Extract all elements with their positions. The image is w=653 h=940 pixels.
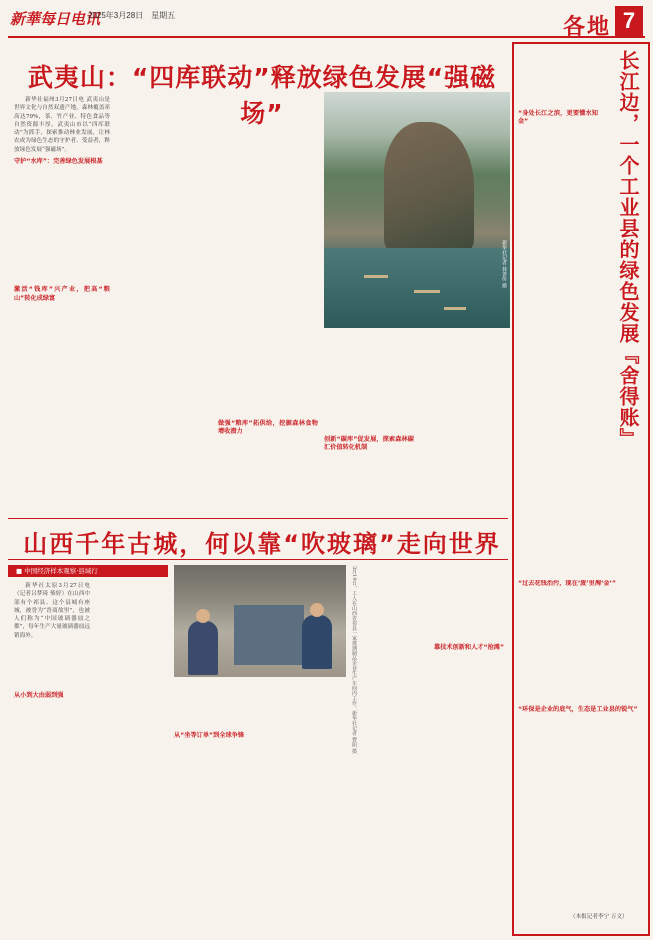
article2-headline: 山西千年古城，何以靠“吹玻璃”走向世界 bbox=[23, 530, 501, 558]
sidebar-col1 bbox=[518, 48, 598, 578]
article2-col5 bbox=[360, 582, 430, 932]
sidebar-author: （本报记者李宁 万文） bbox=[570, 914, 628, 920]
worker-figure bbox=[302, 615, 332, 669]
river-shape bbox=[324, 248, 510, 328]
article1-col2 bbox=[116, 96, 212, 516]
sidebar-subhead-1: “身处长江之滨，更要懂水知金” bbox=[518, 110, 598, 126]
worker-head bbox=[310, 603, 324, 617]
cliff-shape bbox=[384, 122, 474, 252]
article1-photo bbox=[324, 92, 510, 328]
furnace-shape bbox=[234, 605, 304, 665]
article2-subhead-1: 从小到大由弱到强 bbox=[14, 692, 64, 700]
sidebar-col2 bbox=[518, 580, 644, 910]
masthead bbox=[8, 4, 645, 38]
article2-col3 bbox=[174, 682, 258, 932]
article1-subhead-2: 激活“钱库”兴产业，把高“粮山”转化成绿富 bbox=[14, 286, 110, 302]
bamboo-raft bbox=[444, 307, 466, 310]
article2-subhead-2: 从“坐等订单”到全球争锋 bbox=[174, 732, 245, 739]
article2-lead: 新华社太原3月27日电（记者吕梦琦 柴婷）在山西中部有个祁县。这个县城有座城，被誉为“晋商故里”，也被人们称为“中国玻璃器皿之都”，每年生产大量玻璃器皿远销海外。 bbox=[14, 583, 90, 639]
article2-col6 bbox=[434, 582, 508, 932]
sidebar-subhead-3: “环保是企业的底气，生态是工业县的锐气” bbox=[518, 706, 638, 714]
article1-headline: 武夷山：“四库联动”释放绿色发展“强磁场” bbox=[27, 63, 497, 128]
worker-figure bbox=[188, 621, 218, 675]
section-divider bbox=[8, 518, 508, 519]
section-divider bbox=[8, 559, 508, 560]
article1-photo-caption: 新华社记者 林善传 摄 bbox=[501, 240, 507, 289]
article2-col4 bbox=[262, 682, 346, 932]
sidebar-title: 长江边，一个工业县的绿色发展『舍得账』 bbox=[616, 50, 640, 449]
series-bar: ■ 中国经济样本观察·县域行 bbox=[8, 565, 168, 577]
page-number: 7 bbox=[615, 6, 643, 36]
article1-col3 bbox=[218, 96, 318, 516]
article1-subhead-4: 创新“碳库”促发展，探索森林碳汇价值转化机制 bbox=[324, 436, 414, 452]
article1-col5 bbox=[420, 332, 510, 512]
article2-photo bbox=[174, 565, 346, 677]
article1-col4 bbox=[324, 332, 414, 512]
article1-subhead-1: 守护“水库”：完善绿色发展根基 bbox=[14, 158, 103, 166]
article2-col1 bbox=[14, 582, 90, 932]
article2-subhead-3: 靠技术创新和人才“抢滩” bbox=[434, 644, 505, 651]
article1-col1 bbox=[14, 96, 110, 516]
bamboo-raft bbox=[364, 275, 388, 278]
newspaper-logo: 新華每日电讯 bbox=[10, 10, 101, 28]
article1-subhead-3: 做强“粮库”拓供给，挖掘森林食物增收潜力 bbox=[218, 420, 318, 436]
article1-lead: 新华社福州3月27日电 武夷山是世界文化与自然双遗产地，森林覆盖率高达79%，茶、竹产业、特色食品等自然资源丰厚。武夷山市以“四库联动”为抓手，探索推动林业发展，让林农成为绿色生态的守护者、受益者，释放绿色发展“强磁场”。 bbox=[14, 97, 110, 153]
sidebar-subhead-2: “过去花钱治污，现在‘废’里淘‘金’” bbox=[518, 580, 616, 587]
bamboo-raft bbox=[414, 290, 440, 293]
issue-date: 2025年3月28日 星期五 bbox=[88, 11, 176, 20]
worker-head bbox=[196, 609, 210, 623]
article2-col2 bbox=[94, 582, 170, 932]
section-title: 各地 bbox=[562, 15, 611, 40]
article2-photo-caption: 3月19日，工人在山西省祁县一家玻璃制品企业生产车间内工作。新华社记者 曹阳 摄 bbox=[351, 566, 357, 754]
